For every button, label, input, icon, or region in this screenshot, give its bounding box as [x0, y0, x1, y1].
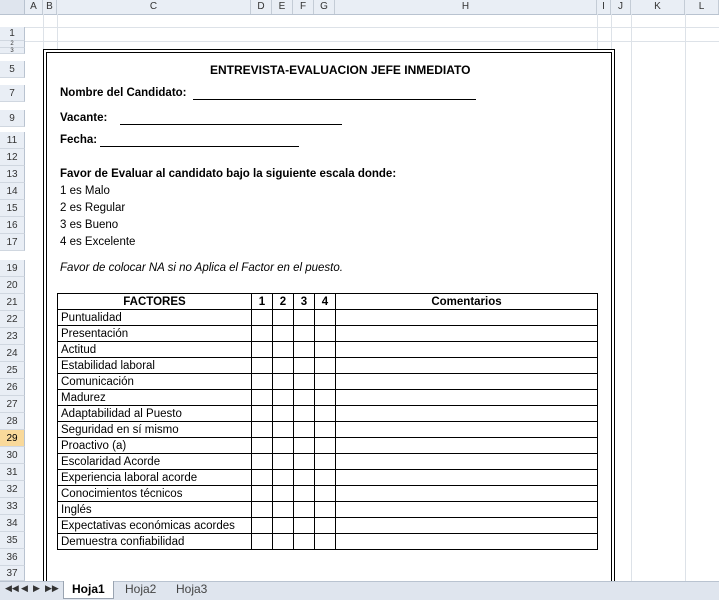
- score-cell[interactable]: [294, 374, 315, 390]
- header-factores: FACTORES: [58, 294, 252, 310]
- score-cell[interactable]: [252, 358, 273, 374]
- score-cell[interactable]: [294, 470, 315, 486]
- score-cell[interactable]: [273, 454, 294, 470]
- score-cell[interactable]: [273, 358, 294, 374]
- score-cell[interactable]: [315, 502, 336, 518]
- col-header-i[interactable]: I: [597, 0, 611, 14]
- scale-item: 3 es Bueno: [60, 219, 119, 231]
- comment-cell[interactable]: [336, 422, 598, 438]
- col-header-k[interactable]: K: [631, 0, 685, 14]
- score-cell[interactable]: [294, 406, 315, 422]
- factor-name: Adaptabilidad al Puesto: [58, 406, 252, 422]
- score-cell[interactable]: [294, 390, 315, 406]
- row-header[interactable]: 31: [0, 464, 25, 481]
- column-header-bar: [0, 0, 719, 15]
- header-score-4: 4: [315, 294, 336, 310]
- row-header[interactable]: 16: [0, 217, 25, 234]
- row-header[interactable]: 12: [0, 149, 25, 166]
- col-header-e[interactable]: E: [272, 0, 293, 14]
- table-row: [58, 422, 598, 438]
- score-cell[interactable]: [315, 422, 336, 438]
- col-header-h[interactable]: H: [335, 0, 597, 14]
- score-cell[interactable]: [315, 486, 336, 502]
- factor-name: Presentación: [58, 326, 252, 342]
- score-cell[interactable]: [252, 422, 273, 438]
- comment-cell[interactable]: [336, 310, 598, 326]
- table-row: [58, 406, 598, 422]
- factor-name: Puntualidad: [58, 310, 252, 326]
- comment-cell[interactable]: [336, 342, 598, 358]
- col-header-g[interactable]: G: [314, 0, 335, 14]
- factor-name: Actitud: [58, 342, 252, 358]
- next-sheet-icon[interactable]: ▶: [33, 583, 40, 593]
- score-cell[interactable]: [252, 470, 273, 486]
- score-cell[interactable]: [273, 486, 294, 502]
- score-cell[interactable]: [252, 310, 273, 326]
- instructions-text: Favor de Evaluar al candidato bajo la siguiente escala donde:: [60, 168, 397, 180]
- factor-name: Comunicación: [58, 374, 252, 390]
- comment-cell[interactable]: [336, 358, 598, 374]
- table-row: [58, 534, 598, 550]
- score-cell[interactable]: [315, 374, 336, 390]
- score-cell[interactable]: [252, 518, 273, 534]
- scale-item: 2 es Regular: [60, 202, 126, 214]
- comment-cell[interactable]: [336, 502, 598, 518]
- score-cell[interactable]: [252, 438, 273, 454]
- table-row: [58, 390, 598, 406]
- date-line[interactable]: [100, 146, 299, 147]
- score-cell[interactable]: [273, 310, 294, 326]
- comment-cell[interactable]: [336, 390, 598, 406]
- row-header[interactable]: 19: [0, 260, 25, 277]
- gridline: [25, 41, 719, 42]
- table-row: [58, 310, 598, 326]
- row-header[interactable]: 20: [0, 277, 25, 294]
- gridline: [25, 27, 719, 28]
- row-header[interactable]: 9: [0, 110, 25, 127]
- score-cell[interactable]: [252, 342, 273, 358]
- evaluation-table: [57, 293, 598, 550]
- first-sheet-icon[interactable]: ◀◀: [5, 583, 19, 593]
- score-cell[interactable]: [273, 374, 294, 390]
- row-header[interactable]: 15: [0, 200, 25, 217]
- factor-name: Inglés: [58, 502, 252, 518]
- table-row: [58, 358, 598, 374]
- score-cell[interactable]: [273, 534, 294, 550]
- score-cell[interactable]: [294, 534, 315, 550]
- score-cell[interactable]: [273, 518, 294, 534]
- comment-cell[interactable]: [336, 470, 598, 486]
- scale-item: 4 es Excelente: [60, 236, 136, 248]
- prev-sheet-icon[interactable]: ◀: [21, 583, 28, 593]
- factor-name: Escolaridad Acorde: [58, 454, 252, 470]
- col-header-c[interactable]: C: [57, 0, 251, 14]
- col-header-a[interactable]: A: [25, 0, 43, 14]
- score-cell[interactable]: [252, 534, 273, 550]
- sheet-tab-hoja3[interactable]: Hoja3: [176, 582, 208, 596]
- col-header-j[interactable]: J: [611, 0, 631, 14]
- factor-name: Experiencia laboral acorde: [58, 470, 252, 486]
- score-cell[interactable]: [315, 470, 336, 486]
- score-cell[interactable]: [273, 502, 294, 518]
- col-header-b[interactable]: B: [43, 0, 57, 14]
- table-row: [58, 374, 598, 390]
- na-note: Favor de colocar NA si no Aplica el Factor en el puesto.: [60, 262, 343, 274]
- row-header[interactable]: 24: [0, 345, 25, 362]
- row-header[interactable]: 23: [0, 328, 25, 345]
- table-row: [58, 438, 598, 454]
- header-comentarios: Comentarios: [336, 294, 598, 310]
- row-header[interactable]: 32: [0, 481, 25, 498]
- row-header[interactable]: 14: [0, 183, 25, 200]
- score-cell[interactable]: [252, 326, 273, 342]
- row-header[interactable]: 17: [0, 234, 25, 251]
- comment-cell[interactable]: [336, 326, 598, 342]
- score-cell[interactable]: [294, 486, 315, 502]
- row-header[interactable]: 11: [0, 132, 25, 149]
- score-cell[interactable]: [315, 390, 336, 406]
- candidate-line[interactable]: [193, 99, 476, 100]
- table-row: [58, 342, 598, 358]
- factor-name: Demuestra confiabilidad: [58, 534, 252, 550]
- score-cell[interactable]: [294, 358, 315, 374]
- score-cell[interactable]: [294, 310, 315, 326]
- score-cell[interactable]: [252, 406, 273, 422]
- factor-name: Proactivo (a): [58, 438, 252, 454]
- score-cell[interactable]: [315, 438, 336, 454]
- score-cell[interactable]: [273, 422, 294, 438]
- row-header[interactable]: 35: [0, 532, 25, 549]
- row-header[interactable]: 27: [0, 396, 25, 413]
- table-row: [58, 486, 598, 502]
- score-cell[interactable]: [315, 534, 336, 550]
- score-cell[interactable]: [315, 454, 336, 470]
- row-header[interactable]: 36: [0, 549, 25, 566]
- table-header-row: [58, 294, 598, 310]
- row-header[interactable]: 7: [0, 85, 25, 102]
- comment-cell[interactable]: [336, 518, 598, 534]
- score-cell[interactable]: [294, 438, 315, 454]
- factor-name: Seguridad en sí mismo: [58, 422, 252, 438]
- header-score-3: 3: [294, 294, 315, 310]
- header-score-1: 1: [252, 294, 273, 310]
- score-cell[interactable]: [294, 502, 315, 518]
- score-cell[interactable]: [315, 310, 336, 326]
- score-cell[interactable]: [252, 486, 273, 502]
- header-score-2: 2: [273, 294, 294, 310]
- gridline: [631, 14, 632, 581]
- score-cell[interactable]: [294, 422, 315, 438]
- col-header-f[interactable]: F: [293, 0, 314, 14]
- row-header[interactable]: 5: [0, 61, 25, 78]
- row-header[interactable]: 34: [0, 515, 25, 532]
- col-header-l[interactable]: L: [685, 0, 719, 14]
- row-header[interactable]: 13: [0, 166, 25, 183]
- candidate-label: Nombre del Candidato:: [60, 87, 187, 99]
- col-header-d[interactable]: D: [251, 0, 272, 14]
- score-cell[interactable]: [294, 326, 315, 342]
- factor-name: Madurez: [58, 390, 252, 406]
- score-cell[interactable]: [273, 470, 294, 486]
- score-cell[interactable]: [315, 358, 336, 374]
- factor-name: Expectativas económicas acordes: [58, 518, 252, 534]
- form-title: ENTREVISTA-EVALUACION JEFE INMEDIATO: [210, 63, 471, 77]
- score-cell[interactable]: [315, 406, 336, 422]
- score-cell[interactable]: [273, 406, 294, 422]
- score-cell[interactable]: [252, 390, 273, 406]
- factor-name: Conocimientos técnicos: [58, 486, 252, 502]
- date-label: Fecha:: [60, 134, 98, 146]
- table-row: [58, 518, 598, 534]
- score-cell[interactable]: [252, 502, 273, 518]
- row-header[interactable]: 21: [0, 294, 25, 311]
- score-cell[interactable]: [315, 326, 336, 342]
- sheet-tab-hoja1[interactable]: Hoja1: [63, 581, 114, 599]
- row-header[interactable]: 30: [0, 447, 25, 464]
- table-row: [58, 326, 598, 342]
- score-cell[interactable]: [315, 518, 336, 534]
- row-header[interactable]: 2: [0, 41, 25, 48]
- row-header[interactable]: 26: [0, 379, 25, 396]
- select-all-corner[interactable]: [0, 0, 25, 14]
- vacancy-label: Vacante:: [60, 112, 108, 124]
- score-cell[interactable]: [273, 326, 294, 342]
- comment-cell[interactable]: [336, 438, 598, 454]
- gridline: [685, 14, 686, 581]
- comment-cell[interactable]: [336, 534, 598, 550]
- score-cell[interactable]: [273, 438, 294, 454]
- score-cell[interactable]: [252, 454, 273, 470]
- row-header[interactable]: 1: [0, 27, 25, 41]
- vacancy-line[interactable]: [120, 124, 342, 125]
- table-row: [58, 454, 598, 470]
- score-cell[interactable]: [294, 454, 315, 470]
- last-sheet-icon[interactable]: ▶▶: [45, 583, 59, 593]
- comment-cell[interactable]: [336, 374, 598, 390]
- score-cell[interactable]: [315, 342, 336, 358]
- factor-name: Estabilidad laboral: [58, 358, 252, 374]
- table-row: [58, 502, 598, 518]
- row-header[interactable]: 3: [0, 48, 25, 54]
- scale-item: 1 es Malo: [60, 185, 110, 197]
- comment-cell[interactable]: [336, 486, 598, 502]
- row-header[interactable]: 33: [0, 498, 25, 515]
- comment-cell[interactable]: [336, 454, 598, 470]
- table-row: [58, 470, 598, 486]
- score-cell[interactable]: [294, 342, 315, 358]
- row-header[interactable]: 28: [0, 413, 25, 430]
- score-cell[interactable]: [273, 342, 294, 358]
- score-cell[interactable]: [294, 518, 315, 534]
- comment-cell[interactable]: [336, 406, 598, 422]
- row-header[interactable]: 22: [0, 311, 25, 328]
- sheet-tab-hoja2[interactable]: Hoja2: [125, 582, 157, 596]
- row-header[interactable]: 37: [0, 566, 25, 581]
- row-header-selected[interactable]: 29: [0, 430, 25, 447]
- score-cell[interactable]: [252, 374, 273, 390]
- score-cell[interactable]: [273, 390, 294, 406]
- row-header[interactable]: 25: [0, 362, 25, 379]
